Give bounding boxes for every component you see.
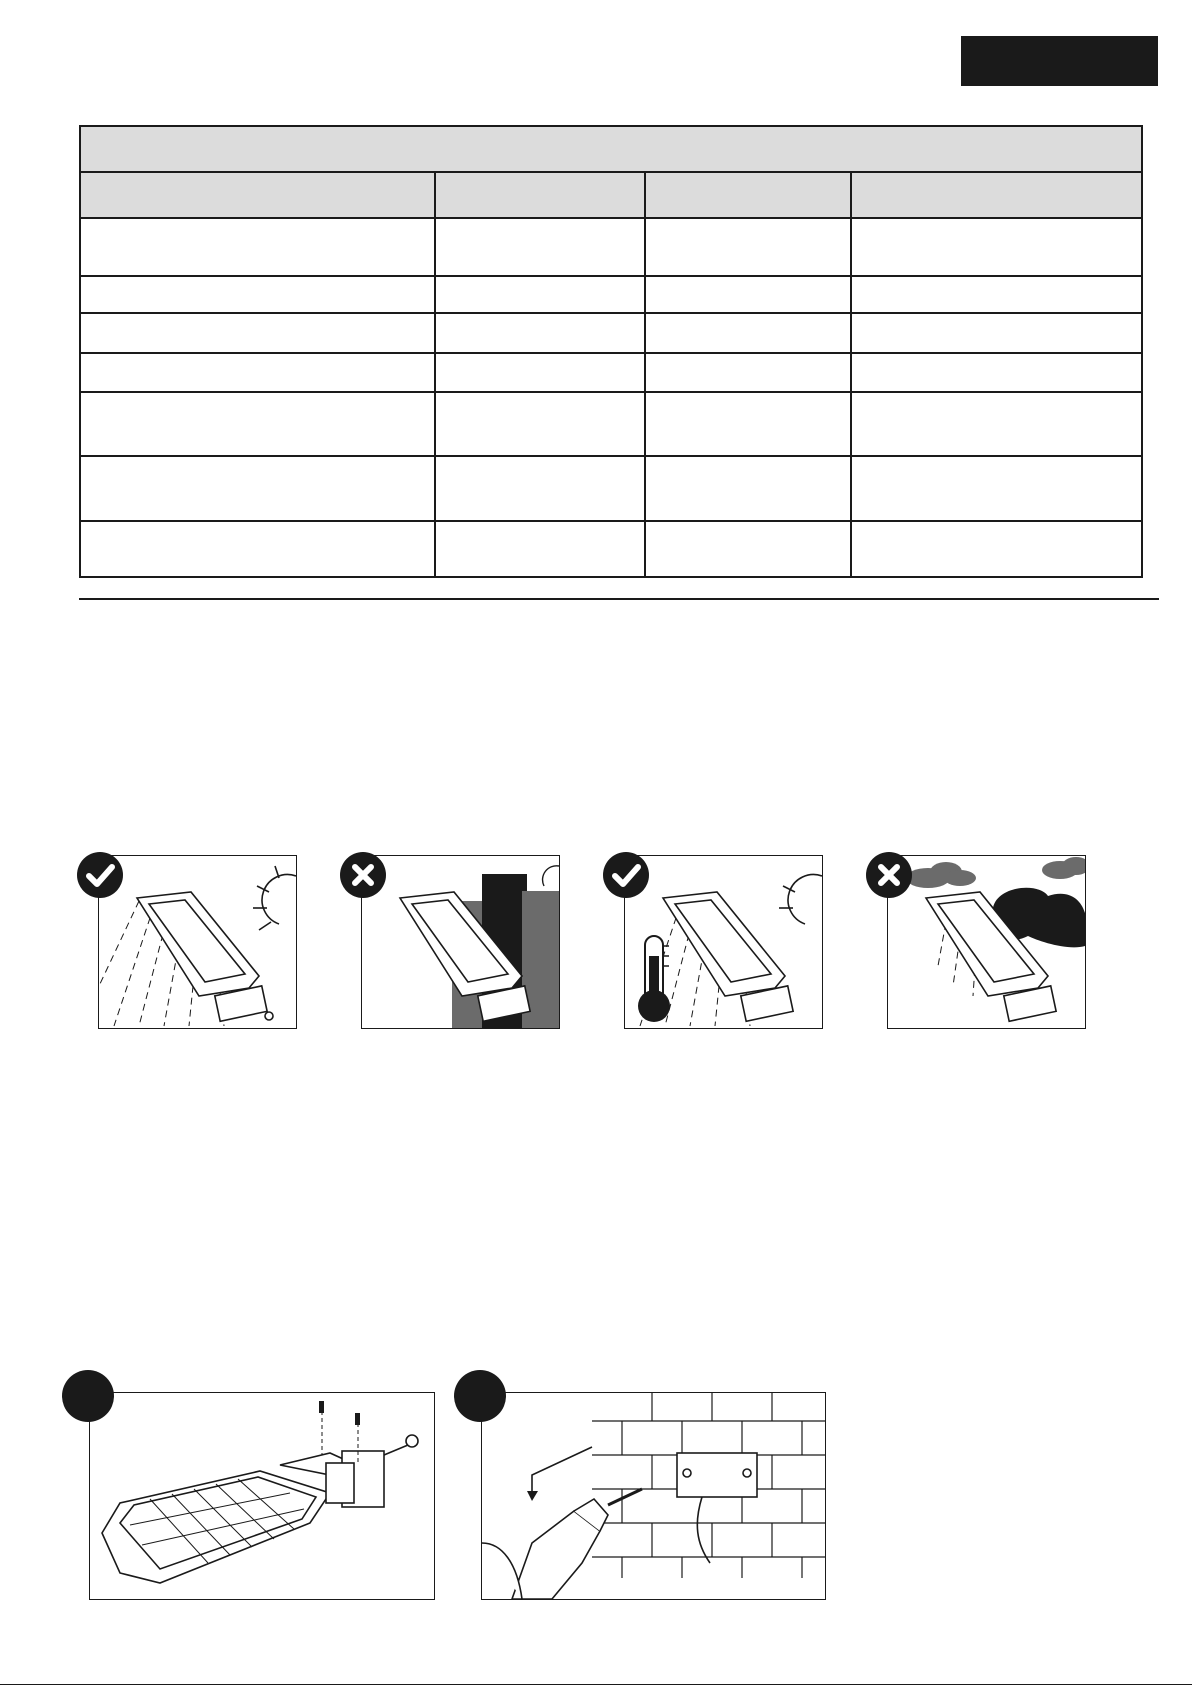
table-cell	[645, 521, 851, 577]
cross-icon	[340, 852, 386, 898]
table-row	[80, 456, 1142, 521]
thermometer-icon	[638, 936, 670, 1022]
wall-drilling-illustration	[482, 1393, 825, 1599]
table-header-cell	[645, 172, 851, 218]
table-cell	[435, 353, 645, 392]
placement-illustration-temperature	[624, 855, 823, 1029]
table-cell	[645, 313, 851, 353]
installation-step-2-illustration	[481, 1392, 826, 1600]
table-cell	[645, 353, 851, 392]
table-cell	[851, 456, 1142, 521]
table-row	[80, 276, 1142, 313]
drill-icon	[482, 1489, 642, 1599]
table-cell	[851, 353, 1142, 392]
table-row	[80, 521, 1142, 577]
solar-panel-bracket-assembly	[90, 1393, 434, 1599]
table-cell	[80, 313, 435, 353]
table-cell	[435, 218, 645, 276]
table-cell	[80, 456, 435, 521]
table-header-cell	[80, 172, 435, 218]
solar-light-shade-illustration	[362, 856, 559, 1028]
placement-illustration-full-sun	[98, 855, 297, 1029]
table-cell	[851, 392, 1142, 456]
table-row	[80, 313, 1142, 353]
specification-table	[79, 125, 1143, 578]
mounting-bracket-icon	[677, 1453, 757, 1497]
table-row	[80, 392, 1142, 456]
section-divider	[79, 598, 1159, 600]
language-tab	[961, 36, 1158, 86]
table-title	[80, 126, 1142, 172]
table-cell	[851, 218, 1142, 276]
table-cell	[435, 392, 645, 456]
table-cell	[80, 276, 435, 313]
table-cell	[645, 218, 851, 276]
table-cell	[851, 521, 1142, 577]
placement-illustration-cloudy	[887, 855, 1086, 1029]
table-cell	[435, 456, 645, 521]
table-cell	[645, 276, 851, 313]
table-row	[80, 353, 1142, 392]
placement-illustration-shaded	[361, 855, 560, 1029]
table-cell	[435, 313, 645, 353]
table-cell	[645, 392, 851, 456]
table-header-cell	[851, 172, 1142, 218]
table-title-row	[80, 126, 1142, 172]
table-cell	[435, 521, 645, 577]
table-header-cell	[435, 172, 645, 218]
installation-step-1-illustration	[89, 1392, 435, 1600]
table-cell	[80, 353, 435, 392]
table-cell	[435, 276, 645, 313]
step-marker-icon	[62, 1370, 114, 1422]
solar-light-cloudy-illustration	[888, 856, 1085, 1028]
cloud-icon	[906, 857, 1085, 888]
table-cell	[80, 521, 435, 577]
cross-icon	[866, 852, 912, 898]
table-cell	[851, 276, 1142, 313]
table-row	[80, 218, 1142, 276]
table-cell	[851, 313, 1142, 353]
checkmark-icon	[77, 852, 123, 898]
checkmark-icon	[603, 852, 649, 898]
table-cell	[80, 392, 435, 456]
step-marker-icon	[454, 1370, 506, 1422]
solar-light-sunlight-illustration	[99, 856, 296, 1028]
table-header-row	[80, 172, 1142, 218]
table-cell	[80, 218, 435, 276]
table-cell	[645, 456, 851, 521]
solar-light-temperature-illustration	[625, 856, 822, 1028]
